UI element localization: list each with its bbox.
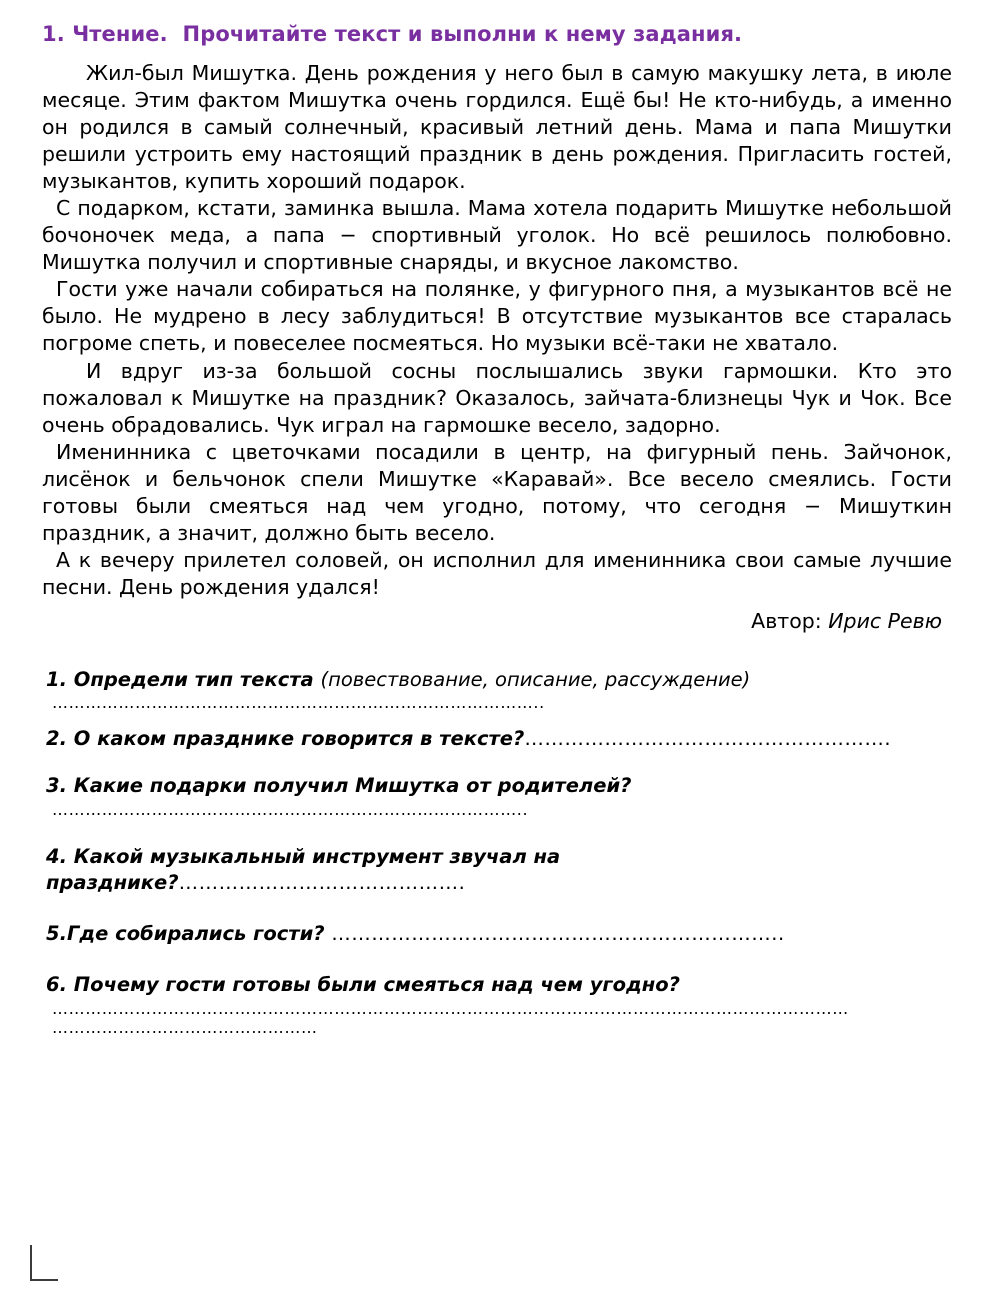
question-5 (46, 921, 952, 946)
answer-line-3[interactable]: ………………………………………………………………………….. (52, 800, 529, 819)
question-2-text: 2. О каком празднике говорится в тексте? (46, 726, 525, 750)
answer-line-4[interactable]: ……………………………………. (178, 870, 466, 894)
story-paragraph-1: Жил-был Мишутка. День рождения у него был в самую макушку лета, в июле месяце. Этим фактом Мишутка очень гордился. Ещё бы! Не кто-нибудь, а именно он родился в самый солнечный, красивый летний день. Мама и папа Мишутки решили устроить ему настоящий праздник в день рождения. Пригласить гостей, музыкантов, купить хороший подарок. (42, 61, 952, 194)
answer-line-6a[interactable]: ……………………………………………………………………………………………………………………………… (52, 999, 849, 1018)
question-1-parenthetical: (повествование, описание, рассуждение) (320, 667, 751, 691)
question-1 (46, 667, 952, 692)
author-name: Ирис Ревю (828, 608, 942, 633)
questions-list (46, 667, 952, 1037)
author-credit (34, 609, 942, 633)
answer-line-2[interactable]: ………………………………………………. (524, 726, 892, 750)
question-3 (46, 773, 952, 798)
story-paragraph-4: И вдруг из-за большой сосны послышались звуки гармошки. Кто это пожаловал к Мишутке на праздник? Оказалось, зайчата-близнецы Чук и Чок. Все очень обрадовались. Чук играл на гармошке весело, задорно. (42, 358, 952, 437)
answer-line-5[interactable]: ………………………………………………………….. (324, 921, 785, 945)
author-label: Автор: (751, 608, 822, 633)
question-4 (46, 844, 952, 895)
question-1-text: 1. Определи тип текста (46, 667, 314, 691)
question-6-text: 6. Почему гости готовы были смеяться над чем угодно? (46, 973, 680, 997)
question-5-text: 5.Где собирались гости? (46, 921, 325, 945)
answer-line-6b[interactable]: ………………………………………… (52, 1019, 318, 1037)
page-title: 1. Чтение. Прочитайте текст и выполни к нему задания. (42, 22, 743, 46)
story-paragraph-5: Именинника с цветочками посадили в центр, на фигурный пень. Зайчонок, лисёнок и бельчонок спели Мишутке «Каравай». Все весело смеялись. Гости готовы были смеяться над чем угодно, потому, что сегодня − Мишуткин праздник, а значит, должно быть весело. (42, 439, 952, 545)
question-3-text: 3. Какие подарки получил Мишутка от родителей? (46, 774, 632, 798)
question-6 (46, 972, 952, 997)
question-2 (46, 726, 952, 751)
page-corner-mark (30, 1245, 58, 1281)
reading-text (42, 60, 952, 601)
story-paragraph-6: А к вечеру прилетел соловей, он исполнил для именинника свои самые лучшие песни. День рождения удался! (42, 547, 952, 599)
story-paragraph-3: Гости уже начали собираться на полянке, у фигурного пня, а музыкантов всё не было. Не мудрено в лесу заблудиться! В отсутствие музыкантов все старалась погроме спеть, и повеселее посмеяться. Но музыки всё-таки не хватало. (42, 277, 952, 356)
story-paragraph-2: С подарком, кстати, заминка вышла. Мама хотела подарить Мишутке небольшой бочоночек меда, а папа − спортивный уголок. Но всё решилось полюбовно. Мишутка получил и спортивные снаряды, и вкусное лакомство. (42, 196, 952, 275)
question-4-text: 4. Какой музыкальный инструмент звучал на празднике? (46, 845, 561, 894)
answer-line-1[interactable]: …………………………………………………………………………….. (52, 694, 545, 712)
